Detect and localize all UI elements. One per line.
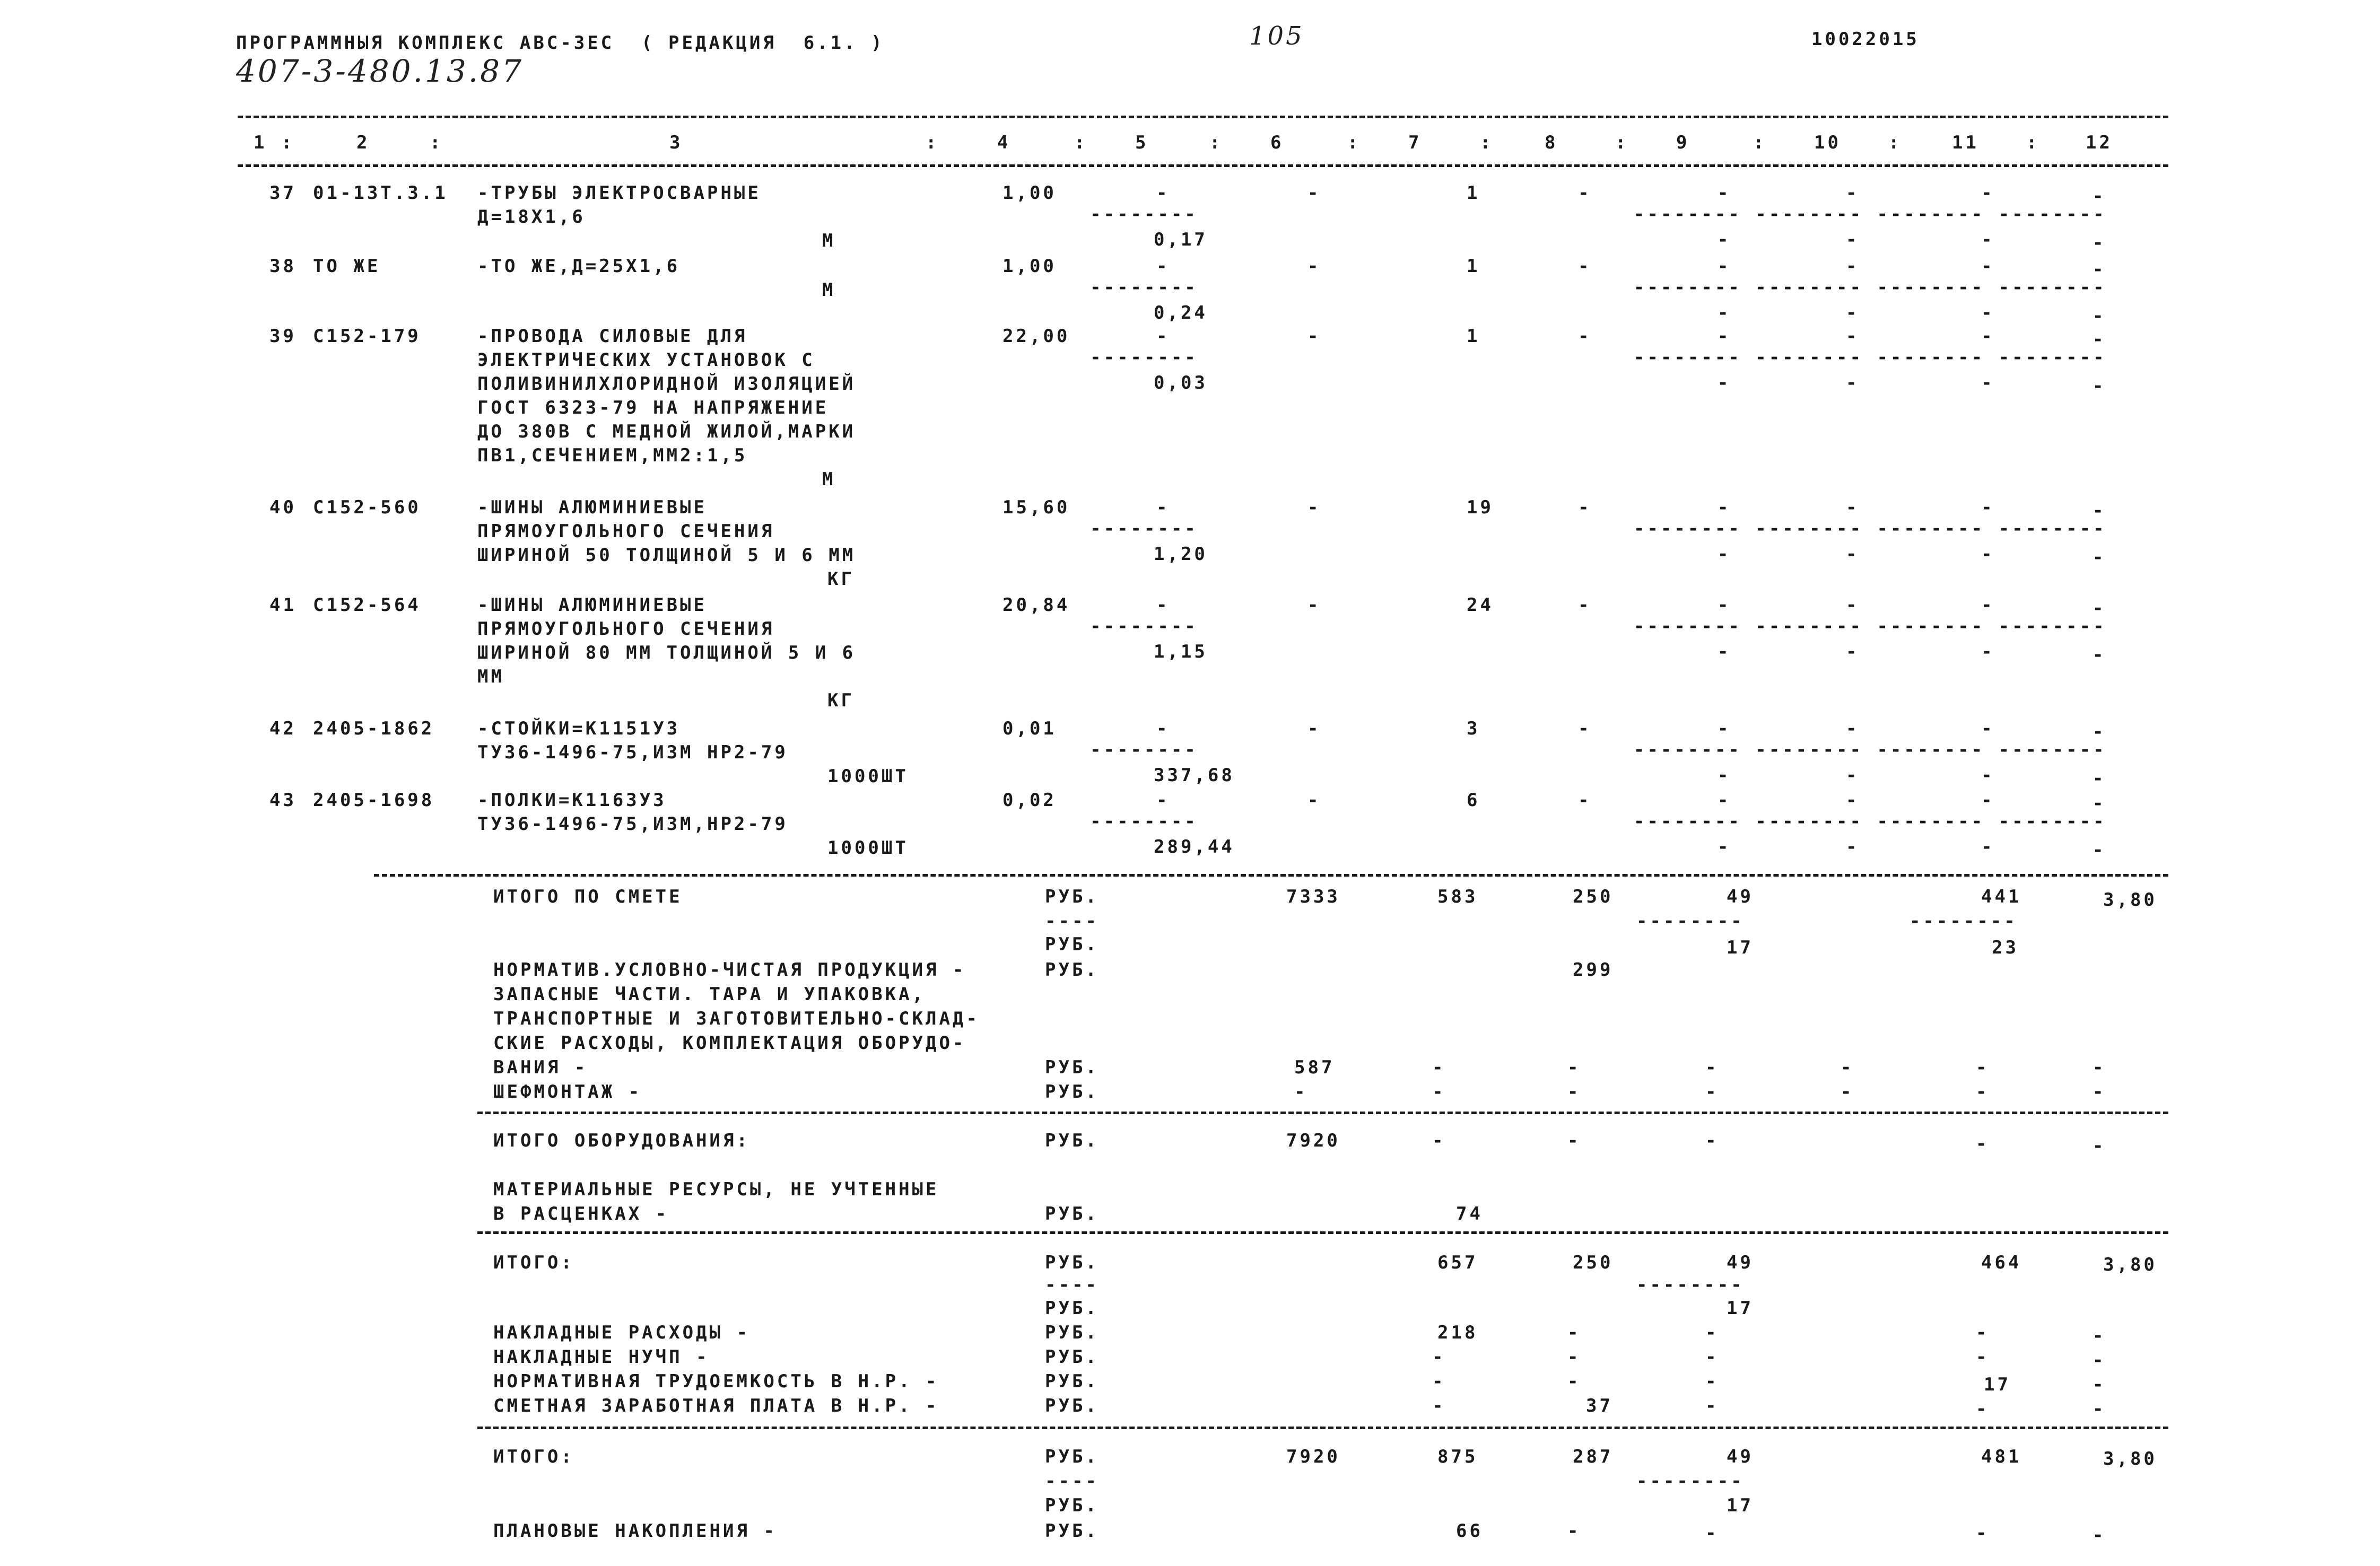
item-c9-bottom: - <box>1718 372 1731 393</box>
row-unit: РУБ. <box>1045 1130 1099 1151</box>
col-1: 1 <box>254 132 267 153</box>
item-c8: - <box>1578 497 1592 518</box>
page-number: 105 <box>1249 21 1304 51</box>
val-c12: 3,80 <box>2103 889 2157 911</box>
item-description-line: ШИРИНОЙ 50 ТОЛЩИНОЙ 5 И 6 ММ <box>477 545 856 566</box>
item-c8: - <box>1578 182 1592 204</box>
item-c8: - <box>1578 256 1592 277</box>
item-c11-bottom: - <box>1981 229 1995 250</box>
item-c10-top: - <box>1846 594 1860 616</box>
item-unit: КГ <box>827 690 855 711</box>
item-c12-top: - <box>2093 721 2106 742</box>
item-c6: - <box>1307 497 1321 518</box>
item-c9-bottom: - <box>1718 302 1731 323</box>
item-number: 37 <box>269 182 297 204</box>
item-c11-top: - <box>1981 182 1995 204</box>
item-c5-price: 337,68 <box>1154 765 1235 786</box>
item-description-line: -ШИНЫ АЛЮМИНИЕВЫЕ <box>477 497 707 518</box>
item-description-line: -ТРУБЫ ЭЛЕКТРОСВАРНЫЕ <box>477 182 761 204</box>
item-description-line: ТУ36-1496-75,ИЗМ,НР2-79 <box>477 813 788 835</box>
row-label-line: МАТЕРИАЛЬНЫЕ РЕСУРСЫ, НЕ УЧТЕННЫЕ <box>493 1179 939 1200</box>
item-quantity: 1,00 <box>1002 182 1057 204</box>
item-c12-bottom: - <box>2093 644 2106 666</box>
item-c12-bottom: - <box>2093 305 2106 327</box>
document-code: 10022015 <box>1811 29 1920 50</box>
item-number: 42 <box>269 718 297 739</box>
rule <box>477 1112 2168 1114</box>
item-c7: 19 <box>1467 497 1494 518</box>
item-c11-top: - <box>1981 326 1995 347</box>
item-c10-top: - <box>1846 256 1860 277</box>
item-description-line: ПОЛИВИНИЛХЛОРИДНОЙ ИЗОЛЯЦИЕЙ <box>477 373 856 395</box>
val-c9b: 17 <box>1727 1495 1754 1516</box>
item-c6: - <box>1307 718 1321 739</box>
item-c7: 1 <box>1467 326 1480 347</box>
handwritten-reference: 407-3-480.13.87 <box>236 53 524 89</box>
row-label: ИТОГО ПО СМЕТЕ <box>493 886 683 907</box>
item-description-line: Д=18Х1,6 <box>477 206 586 228</box>
item-c10-bottom: - <box>1846 372 1860 393</box>
item-c12-bottom: - <box>2093 768 2106 789</box>
item-c5-price: 0,03 <box>1154 372 1208 393</box>
row-label: ИТОГО ОБОРУДОВАНИЯ: <box>493 1130 750 1151</box>
row-label-line: ТРАНСПОРТНЫЕ И ЗАГОТОВИТЕЛЬНО-СКЛАД- <box>493 1008 980 1029</box>
col-8: 8 <box>1545 132 1558 153</box>
item-c7: 3 <box>1467 718 1480 739</box>
col-4: 4 <box>997 132 1011 153</box>
item-c10-top: - <box>1846 182 1860 204</box>
row-unit: РУБ. <box>1045 1203 1099 1224</box>
item-c6: - <box>1307 594 1321 616</box>
row-label: НАКЛАДНЫЕ НУЧП - <box>493 1346 710 1368</box>
item-c6: - <box>1307 790 1321 811</box>
item-c11-top: - <box>1981 497 1995 518</box>
val-c9b: 17 <box>1727 1298 1754 1319</box>
col-6: 6 <box>1270 132 1284 153</box>
row-label-line: ЗАПАСНЫЕ ЧАСТИ. ТАРА И УПАКОВКА, <box>493 984 926 1005</box>
val-c11b: 23 <box>1992 937 2019 958</box>
item-c7: 1 <box>1467 182 1480 204</box>
item-c10-top: - <box>1846 790 1860 811</box>
item-c7: 24 <box>1467 594 1494 616</box>
dash-rule: -------- <box>1090 518 1198 539</box>
dash-rule: -------- -------- -------- -------- <box>1634 347 2107 368</box>
val-c11: 17 <box>1984 1374 2011 1395</box>
item-code: С152-179 <box>313 326 421 347</box>
val-c11: 441 <box>1981 886 2022 907</box>
row-unit: РУБ. <box>1045 1346 1099 1368</box>
item-c8: - <box>1578 594 1592 616</box>
item-c10-bottom: - <box>1846 302 1860 323</box>
col-9: 9 <box>1676 132 1690 153</box>
item-code: 2405-1698 <box>313 790 435 811</box>
item-c8: - <box>1578 718 1592 739</box>
summary-top-rule <box>374 874 2168 877</box>
row-unit: РУБ. <box>1045 1446 1099 1467</box>
item-c9-bottom: - <box>1718 544 1731 565</box>
item-c9-top: - <box>1718 718 1731 739</box>
item-quantity: 1,00 <box>1002 256 1057 277</box>
val-c6: 7920 <box>1286 1130 1340 1151</box>
item-c12-top: - <box>2093 598 2106 619</box>
val-c7: 657 <box>1437 1252 1478 1273</box>
row-unit-2: РУБ. <box>1045 1298 1099 1319</box>
item-description-line: ШИРИНОЙ 80 ММ ТОЛЩИНОЙ 5 И 6 <box>477 642 856 663</box>
item-c6: - <box>1307 326 1321 347</box>
val-c7: 218 <box>1437 1322 1478 1343</box>
val-c6: 7333 <box>1286 886 1340 907</box>
item-code: ТО ЖЕ <box>313 256 381 277</box>
item-c11-top: - <box>1981 790 1995 811</box>
item-c7: 1 <box>1467 256 1480 277</box>
val-c9: 49 <box>1727 886 1754 907</box>
val-c11: 481 <box>1981 1446 2022 1467</box>
item-c9-top: - <box>1718 182 1731 204</box>
item-c5-price: 0,24 <box>1154 302 1208 323</box>
item-description-line: -ТО ЖЕ,Д=25Х1,6 <box>477 256 681 277</box>
item-c5-price: 289,44 <box>1154 836 1235 858</box>
item-description-line: -ШИНЫ АЛЮМИНИЕВЫЕ <box>477 594 707 616</box>
item-c11-bottom: - <box>1981 372 1995 393</box>
item-number: 41 <box>269 594 297 616</box>
item-c9-top: - <box>1718 497 1731 518</box>
item-quantity: 22,00 <box>1002 326 1070 347</box>
item-c12-bottom: - <box>2093 375 2106 397</box>
item-c9-top: - <box>1718 594 1731 616</box>
val-c8: 299 <box>1573 959 1614 981</box>
dash-rule: -------- <box>1090 811 1198 832</box>
item-description-line: -ПРОВОДА СИЛОВЫЕ ДЛЯ <box>477 326 748 347</box>
item-quantity: 20,84 <box>1002 594 1070 616</box>
item-description-line: ГОСТ 6323-79 НА НАПРЯЖЕНИЕ <box>477 397 829 418</box>
row-unit-2: РУБ. <box>1045 934 1099 955</box>
item-c12-top: - <box>2093 186 2106 207</box>
item-c12-top: - <box>2093 259 2106 280</box>
item-c8: - <box>1578 790 1592 811</box>
val-c8: 250 <box>1573 1252 1614 1273</box>
row-label-line: В РАСЦЕНКАХ - <box>493 1203 669 1224</box>
item-description-line: ММ <box>477 666 504 687</box>
header-bottom-rule <box>238 164 2168 167</box>
row-label: НОРМАТИВНАЯ ТРУДОЕМКОСТЬ В Н.Р. - <box>493 1371 939 1392</box>
item-c5-price: 1,15 <box>1154 641 1208 662</box>
item-c8: - <box>1578 326 1592 347</box>
dash-rule: -------- -------- -------- -------- <box>1634 204 2107 225</box>
item-c5-top: - <box>1156 256 1170 277</box>
item-code: 01-13Т.3.1 <box>313 182 448 204</box>
row-unit: РУБ. <box>1045 1371 1099 1392</box>
dash-rule: -------- -------- -------- -------- <box>1634 616 2107 637</box>
item-unit: КГ <box>827 568 855 590</box>
item-c11-bottom: - <box>1981 836 1995 858</box>
col-10: 10 <box>1814 132 1841 153</box>
item-c12-bottom: - <box>2093 839 2106 861</box>
item-unit: М <box>822 230 836 251</box>
item-description-line: ДО 380В С МЕДНОЙ ЖИЛОЙ,МАРКИ <box>477 421 856 442</box>
row-label: НОРМАТИВ.УСЛОВНО-ЧИСТАЯ ПРОДУКЦИЯ - <box>493 959 966 981</box>
item-unit: 1000ШТ <box>827 837 909 859</box>
val-c9: 49 <box>1727 1446 1754 1467</box>
col-12: 12 <box>2086 132 2113 153</box>
val-c8: 37 <box>1586 1395 1613 1416</box>
item-c9-bottom: - <box>1718 229 1731 250</box>
item-c10-bottom: - <box>1846 641 1860 662</box>
row-label: НАКЛАДНЫЕ РАСХОДЫ - <box>493 1322 750 1343</box>
rule <box>477 1231 2168 1234</box>
row-label: СМЕТНАЯ ЗАРАБОТНАЯ ПЛАТА В Н.Р. - <box>493 1395 939 1416</box>
dash-rule: -------- -------- -------- -------- <box>1634 277 2107 298</box>
item-c5-top: - <box>1156 718 1170 739</box>
item-code: С152-560 <box>313 497 421 518</box>
row-unit-2: РУБ. <box>1045 1495 1099 1516</box>
val-c7: 583 <box>1437 886 1478 907</box>
item-c11-bottom: - <box>1981 302 1995 323</box>
val-c9b: 17 <box>1727 937 1754 958</box>
row-unit: РУБ. <box>1045 1057 1099 1078</box>
item-unit: М <box>822 469 836 490</box>
item-c7: 6 <box>1467 790 1480 811</box>
item-c10-bottom: - <box>1846 765 1860 786</box>
item-c12-bottom: - <box>2093 232 2106 253</box>
row-unit: РУБ. <box>1045 1081 1099 1103</box>
val-c6: 7920 <box>1286 1446 1340 1467</box>
item-description-line: -ПОЛКИ=К1163У3 <box>477 790 667 811</box>
item-c10-top: - <box>1846 718 1860 739</box>
val-c12: 3,80 <box>2103 1448 2157 1469</box>
row-unit: РУБ. <box>1045 886 1099 907</box>
dash-rule: -------- <box>1090 277 1198 298</box>
item-c5-top: - <box>1156 182 1170 204</box>
item-description-line: ПВ1,СЕЧЕНИЕМ,ММ2:1,5 <box>477 445 748 466</box>
item-quantity: 15,60 <box>1002 497 1070 518</box>
val-c9: 49 <box>1727 1252 1754 1273</box>
col-7: 7 <box>1408 132 1422 153</box>
item-description-line: -СТОЙКИ=К1151У3 <box>477 718 681 739</box>
row-label: ШЕФМОНТАЖ - <box>493 1081 642 1103</box>
item-c10-bottom: - <box>1846 836 1860 858</box>
item-description-line: ПРЯМОУГОЛЬНОГО СЕЧЕНИЯ <box>477 521 775 542</box>
col-2: 2 <box>356 132 370 153</box>
dash-rule: -------- <box>1090 616 1198 637</box>
dash-rule: -------- -------- -------- -------- <box>1634 518 2107 539</box>
item-c11-top: - <box>1981 718 1995 739</box>
dash-rule: -------- <box>1090 739 1198 760</box>
item-c6: - <box>1307 182 1321 204</box>
dash-rule: -------- -------- -------- -------- <box>1634 739 2107 760</box>
item-description-line: ПРЯМОУГОЛЬНОГО СЕЧЕНИЯ <box>477 618 775 640</box>
item-quantity: 0,01 <box>1002 718 1057 739</box>
row-unit: РУБ. <box>1045 1395 1099 1416</box>
item-c5-price: 0,17 <box>1154 229 1208 250</box>
item-number: 40 <box>269 497 297 518</box>
item-c9-top: - <box>1718 790 1731 811</box>
row-unit: РУБ. <box>1045 1252 1099 1273</box>
item-c5-top: - <box>1156 326 1170 347</box>
dash-rule: -------- -------- -------- -------- <box>1634 811 2107 832</box>
item-c12-top: - <box>2093 329 2106 350</box>
val-c11: 464 <box>1981 1252 2022 1273</box>
item-c5-top: - <box>1156 497 1170 518</box>
item-c5-top: - <box>1156 594 1170 616</box>
item-c12-top: - <box>2093 793 2106 814</box>
col-3: 3 <box>669 132 683 153</box>
rule <box>477 1427 2168 1429</box>
val-c7: 875 <box>1437 1446 1478 1467</box>
item-c9-bottom: - <box>1718 836 1731 858</box>
item-number: 43 <box>269 790 297 811</box>
val-c7: 66 <box>1456 1520 1483 1542</box>
row-label-line: ВАНИЯ - <box>493 1057 588 1078</box>
item-c10-bottom: - <box>1846 544 1860 565</box>
row-label: ПЛАНОВЫЕ НАКОПЛЕНИЯ - <box>493 1520 777 1542</box>
item-c9-top: - <box>1718 326 1731 347</box>
item-c9-bottom: - <box>1718 641 1731 662</box>
item-c9-top: - <box>1718 256 1731 277</box>
row-label-line: СКИЕ РАСХОДЫ, КОМПЛЕКТАЦИЯ ОБОРУДО- <box>493 1033 966 1054</box>
item-c12-bottom: - <box>2093 547 2106 568</box>
item-c11-top: - <box>1981 256 1995 277</box>
item-c10-top: - <box>1846 497 1860 518</box>
item-code: С152-564 <box>313 594 421 616</box>
col-5: 5 <box>1135 132 1149 153</box>
item-c12-top: - <box>2093 500 2106 521</box>
item-c11-bottom: - <box>1981 641 1995 662</box>
item-c9-bottom: - <box>1718 765 1731 786</box>
row-label: ИТОГО: <box>493 1446 574 1467</box>
item-code: 2405-1862 <box>313 718 435 739</box>
row-unit: РУБ. <box>1045 959 1099 981</box>
dash-rule: -------- <box>1090 204 1198 225</box>
item-c10-bottom: - <box>1846 229 1860 250</box>
item-c5-top: - <box>1156 790 1170 811</box>
item-unit: 1000ШТ <box>827 766 909 787</box>
item-quantity: 0,02 <box>1002 790 1057 811</box>
item-description-line: ТУ36-1496-75,ИЗМ НР2-79 <box>477 742 788 763</box>
col-11: 11 <box>1952 132 1979 153</box>
item-number: 39 <box>269 326 297 347</box>
item-description-line: ЭЛЕКТРИЧЕСКИХ УСТАНОВОК С <box>477 349 815 371</box>
row-unit: РУБ. <box>1045 1520 1099 1542</box>
val-c8: 250 <box>1573 886 1614 907</box>
item-c11-top: - <box>1981 594 1995 616</box>
val-c7: 74 <box>1456 1203 1483 1224</box>
header-top-rule <box>238 116 2168 118</box>
row-unit: РУБ. <box>1045 1322 1099 1343</box>
val-c6: 587 <box>1294 1057 1335 1078</box>
item-unit: М <box>822 279 836 301</box>
item-c11-bottom: - <box>1981 765 1995 786</box>
row-label: ИТОГО: <box>493 1252 574 1273</box>
item-c10-top: - <box>1846 326 1860 347</box>
item-c11-bottom: - <box>1981 544 1995 565</box>
item-c6: - <box>1307 256 1321 277</box>
val-c12: 3,80 <box>2103 1254 2157 1275</box>
program-title: ПРОГРАММНЫЯ КОМПЛЕКС АВС-3ЕС ( РЕДАКЦИЯ 6.1. ) <box>236 32 885 54</box>
item-number: 38 <box>269 256 297 277</box>
dash-rule: -------- <box>1090 347 1198 368</box>
val-c8: 287 <box>1573 1446 1614 1467</box>
item-c5-price: 1,20 <box>1154 544 1208 565</box>
